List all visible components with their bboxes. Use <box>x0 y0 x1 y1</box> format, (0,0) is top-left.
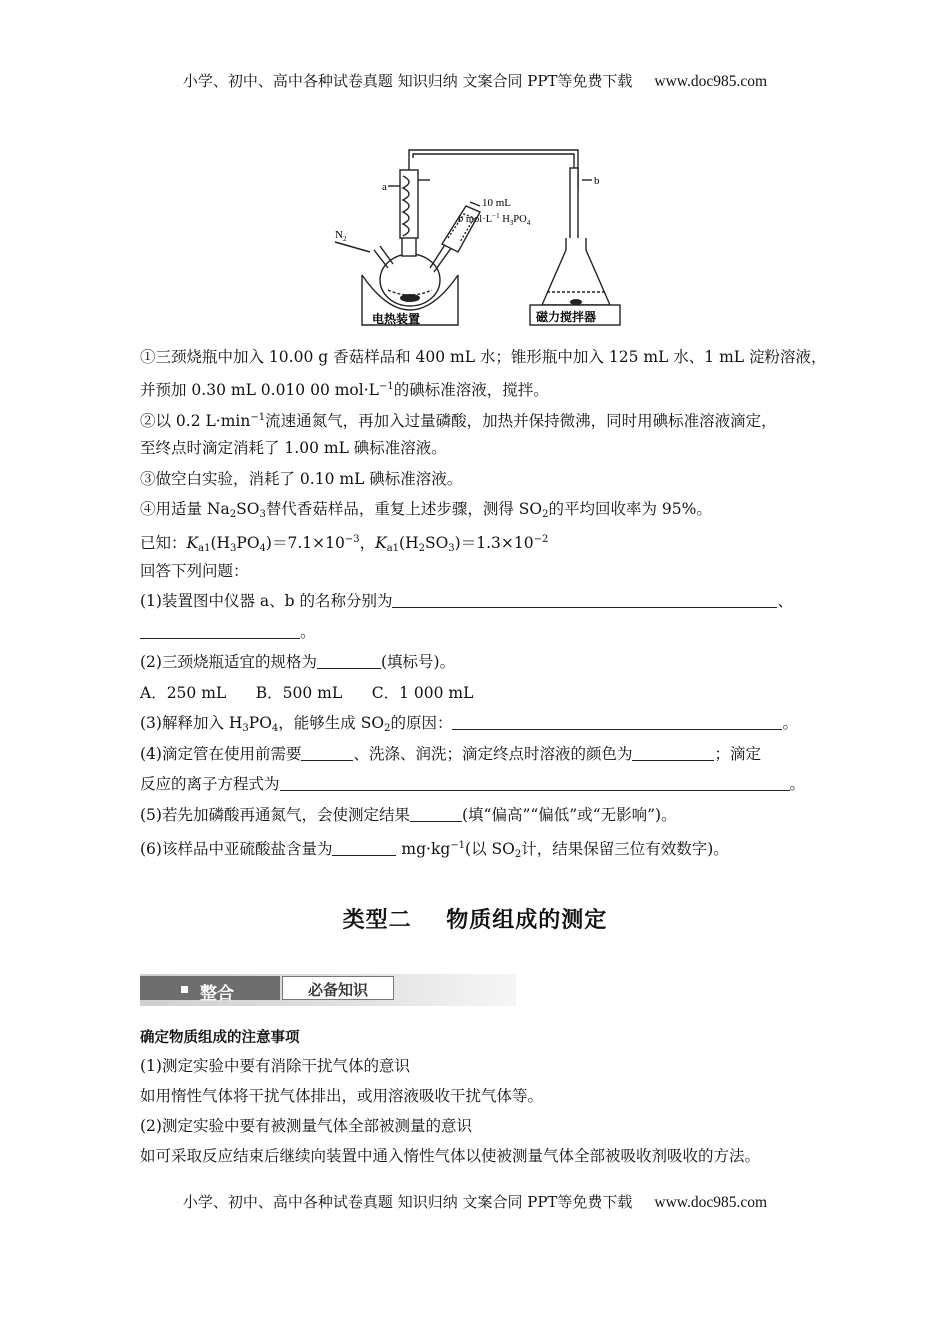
known-p1-b: PO <box>236 534 260 552</box>
q3-c: ，能够生成 SO <box>278 714 385 732</box>
q4-blank-2[interactable] <box>632 745 714 761</box>
notes-heading: 确定物质组成的注意事项 <box>140 1030 300 1046</box>
q3-blank[interactable] <box>452 714 782 730</box>
label-volume: 10 mL <box>482 197 512 209</box>
known-p2-s1: 2 <box>418 543 425 554</box>
step-4-a: ④用适量 Na <box>140 500 230 518</box>
q3-d: 的原因： <box>390 714 453 732</box>
step-2-line-2: 至终点时滴定消耗了 1.00 mL 碘标准溶液。 <box>140 439 447 457</box>
q5-a: (5)若先加磷酸再通氮气，会使测定结果 <box>140 806 410 824</box>
label-a: a <box>382 181 387 193</box>
q1-end: 。 <box>300 623 316 641</box>
q4-d: 反应的离子方程式为 <box>140 775 280 793</box>
known-sep: ， <box>359 534 376 552</box>
q2-end: (填标号)。 <box>380 653 456 671</box>
ka1-k-1: K <box>186 534 199 552</box>
heater-label: 电热装置 <box>372 312 421 326</box>
q4-a: (4)滴定管在使用前需要 <box>140 745 302 763</box>
header-url[interactable]: www.doc985.com <box>654 73 768 90</box>
q6-sub: 2 <box>514 849 522 860</box>
step-4-c: 替代香菇样品，重复上述步骤，测得 SO <box>265 500 543 518</box>
note-1-body: 如用惰性气体将干扰气体排出，或用溶液吸收干扰气体等。 <box>140 1087 544 1105</box>
question-6 <box>140 836 729 865</box>
known-p2-exp: −2 <box>533 534 549 545</box>
step-1-line-2 <box>140 377 549 400</box>
stirrer-label: 磁力搅拌器 <box>536 310 597 324</box>
q5-blank[interactable] <box>410 806 462 822</box>
step-4-sub2: 3 <box>259 509 266 520</box>
q6-b: mg·kg <box>396 840 451 858</box>
q3-s1: 3 <box>242 723 249 734</box>
q4-end: 。 <box>789 775 806 793</box>
known-p1-s1: 3 <box>230 543 237 554</box>
label-b: b <box>594 175 600 187</box>
question-5 <box>140 805 677 825</box>
step-4-b: SO <box>236 500 260 518</box>
section-banner <box>140 974 516 1006</box>
ka1-k-2: K <box>375 534 387 552</box>
q1-text: (1)装置图中仪器 a、b 的名称分别为 <box>140 592 393 610</box>
page-header <box>0 70 950 91</box>
step-2-line-1 <box>140 408 777 431</box>
header-text: 小学、初中、高中各种试卷真题 知识归纳 文案合同 PPT等免费下载 <box>182 72 633 90</box>
known-p2-c: )＝1.3×10 <box>454 534 534 552</box>
q3-s2: 4 <box>271 723 279 734</box>
step-4-sub1: 2 <box>229 509 237 520</box>
page-footer <box>0 1191 950 1212</box>
known-constants <box>140 530 548 559</box>
q1-blank-a[interactable] <box>392 592 777 608</box>
footer-url[interactable]: www.doc985.com <box>654 1194 768 1211</box>
q1-comma: 、 <box>777 592 793 610</box>
q4-c: ；滴定 <box>714 745 761 763</box>
banner-light-block <box>282 976 394 1000</box>
q6-d: 计，结果保留三位有效数字)。 <box>521 840 729 858</box>
known-p1-exp: −3 <box>344 534 360 545</box>
q6-blank[interactable] <box>332 840 396 856</box>
question-2-options: A．250 mL B．500 mL C．1 000 mL <box>140 684 474 702</box>
step-4 <box>140 499 712 525</box>
known-p1: (H <box>210 534 231 552</box>
banner-square-icon <box>181 986 188 993</box>
note-2: (2)测定实验中要有被测量气体全部被测量的意识 <box>140 1117 472 1135</box>
question-3 <box>140 713 798 739</box>
note-1: (1)测定实验中要有消除干扰气体的意识 <box>140 1057 410 1075</box>
apparatus-diagram <box>330 140 630 335</box>
q3-end: 。 <box>782 714 798 732</box>
banner-left-label: 整合 <box>200 984 234 1004</box>
step-4-d: 的平均回收率为 95%。 <box>548 500 712 518</box>
known-p2-s2: 3 <box>448 543 455 554</box>
question-4-line-1 <box>140 744 761 764</box>
known-prefix: 已知： <box>140 534 187 552</box>
q2-blank[interactable] <box>317 653 381 669</box>
question-1-line-2 <box>140 622 316 642</box>
note-2-body: 如可采取反应结束后继续向装置中通入惰性气体以使被测量气体全部被吸收剂吸收的方法。 <box>140 1147 761 1165</box>
step-2-text-a: ②以 0.2 L·min <box>140 412 251 430</box>
q4-blank-3[interactable] <box>280 775 790 791</box>
q2-text: (2)三颈烧瓶适宜的规格为 <box>140 653 317 671</box>
known-p2: (H <box>399 534 419 552</box>
q3-a: (3)解释加入 H <box>140 714 243 732</box>
banner-right-label: 必备知识 <box>307 981 368 999</box>
step-1-text-a: 并预加 0.30 mL 0.010 00 mol·L <box>140 381 379 399</box>
question-1-line-1 <box>140 591 793 611</box>
answer-prompt: 回答下列问题： <box>140 562 249 580</box>
step-4-sub3: 2 <box>542 509 549 520</box>
q4-blank-1[interactable] <box>301 745 353 761</box>
footer-text: 小学、初中、高中各种试卷真题 知识归纳 文案合同 PPT等免费下载 <box>182 1193 633 1211</box>
question-2 <box>140 652 455 672</box>
step-1-text-b: 的碘标准溶液，搅拌。 <box>393 381 549 399</box>
known-p1-s2: 4 <box>259 543 266 554</box>
ka1-sub-1: a1 <box>198 543 211 554</box>
step-2-sup: −1 <box>250 412 266 423</box>
step-1-sup: −1 <box>378 381 394 392</box>
q5-b: (填“偏高”“偏低”或“无影响”)。 <box>461 806 677 824</box>
q4-b: 、洗涤、润洗；滴定终点时溶液的颜色为 <box>353 745 633 763</box>
q6-sup: −1 <box>450 840 466 851</box>
q3-s3: 2 <box>384 723 391 734</box>
step-1-line-1: ①三颈烧瓶中加入 10.00 g 香菇样品和 400 mL 水；锥形瓶中加入 125 mL 水、1 mL 淀粉溶液， <box>140 348 827 366</box>
q6-a: (6)该样品中亚硫酸盐含量为 <box>140 840 333 858</box>
question-4-line-2 <box>140 774 805 794</box>
step-2-text-b: 流速通氮气，再加入过量磷酸，加热并保持微沸，同时用碘标准溶液滴定， <box>265 412 777 430</box>
ka1-sub-2: a1 <box>386 543 400 554</box>
step-3: ③做空白实验，消耗了 0.10 mL 碘标准溶液。 <box>140 470 463 488</box>
section-title: 类型二 物质组成的测定 <box>342 908 608 933</box>
q1-blank-b[interactable] <box>140 623 300 639</box>
q6-c: (以 SO <box>465 840 515 858</box>
known-p2-b: SO <box>424 534 449 552</box>
q3-b: PO <box>248 714 272 732</box>
label-concentration: b $mol\cdot L^{-1}$ $H_3PO_4$ <box>458 212 531 227</box>
known-p1-c: )＝7.1×10 <box>265 534 345 552</box>
banner-dark-block <box>140 976 280 1004</box>
label-n2: $N_2$ <box>335 229 347 243</box>
